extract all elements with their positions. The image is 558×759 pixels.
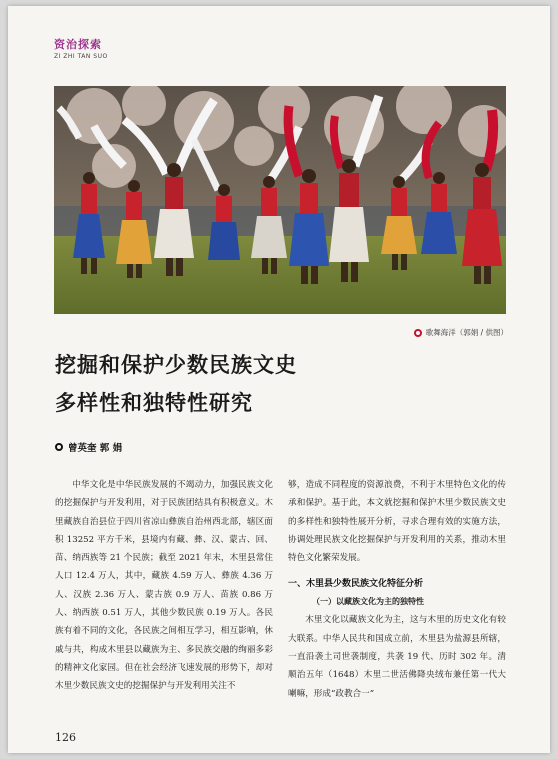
body-paragraph: 木里文化以藏族文化为主，这与木里的历史文化有较大联系。中华人民共和国成立前，木里县为盐源县所辖，一直沿袭土司世袭制度，共袭 19 代、历时 302 年。清顺治五年（1648）木里二世活佛降央绒布兼任第一代大喇嘛，形成“政教合一” [288, 615, 506, 699]
dance-photo [54, 86, 506, 314]
author-names: 曾英奎 郭 娟 [68, 443, 123, 454]
subsection-heading: （一）以藏族文化为主的独特性 [312, 597, 424, 607]
photo-caption-text: 歌舞海洋（郭娟 / 供图） [425, 328, 508, 337]
title-line-1: 挖掘和保护少数民族文史 [55, 353, 297, 377]
column-name-pinyin: ZI ZHI TAN SUO [54, 53, 108, 60]
author-bullet-icon [55, 443, 63, 451]
caption-bullet-icon [414, 329, 422, 337]
body-paragraph: 中华文化是中华民族发展的不竭动力，加强民族文化的挖掘保护与开发利用，对于民族团结具有积极意义。木里藏族自治县位于四川省凉山彝族自治州西北部，辖区面积 13252 平方千米，县境内有藏、彝、汉、蒙古、回、苗、纳西族等 21 个民族；截至 2021 年末，木里县常住人口 12.4 万人，其中，藏族 4.59 万人、彝族 4.36 万人、汉族 2.36 万人、蒙古族 0.9 万人、苗族 0.86 万人、纳西族 0.51 万人，其他少数民族 0.19 万人。各民族有着不同的文化，各民族之间相互学习，相互影响，休戚与共，构成木里县以藏族为主、多民族交融的绚丽多彩的精神文化家园。但在社会经济飞速发展的形势下，却对木里少数民族文史的挖掘保护与开发利用关注不 [55, 480, 273, 692]
page-number: 126 [55, 731, 76, 744]
left-column [55, 476, 273, 696]
section-heading: 一、木里县少数民族文化特征分析 [288, 579, 424, 590]
article-title [55, 346, 297, 422]
title-line-2: 多样性和独特性研究 [55, 391, 253, 415]
column-tag [54, 36, 108, 60]
magazine-page [8, 6, 550, 753]
right-column [288, 476, 506, 703]
body-paragraph: 够，造成不同程度的资源浪费，不利于木里特色文化的传承和保护。基于此，本文就挖掘和保护木里少数民族文史的多样性和独特性展开分析，寻求合理有效的实施方法，协调处理民族文化挖掘保护与开发利用的关系，推动木里特色文化繁荣发展。 [288, 480, 506, 564]
photo-caption [414, 327, 508, 338]
article-authors [55, 440, 122, 454]
column-name: 资治探索 [54, 38, 102, 51]
